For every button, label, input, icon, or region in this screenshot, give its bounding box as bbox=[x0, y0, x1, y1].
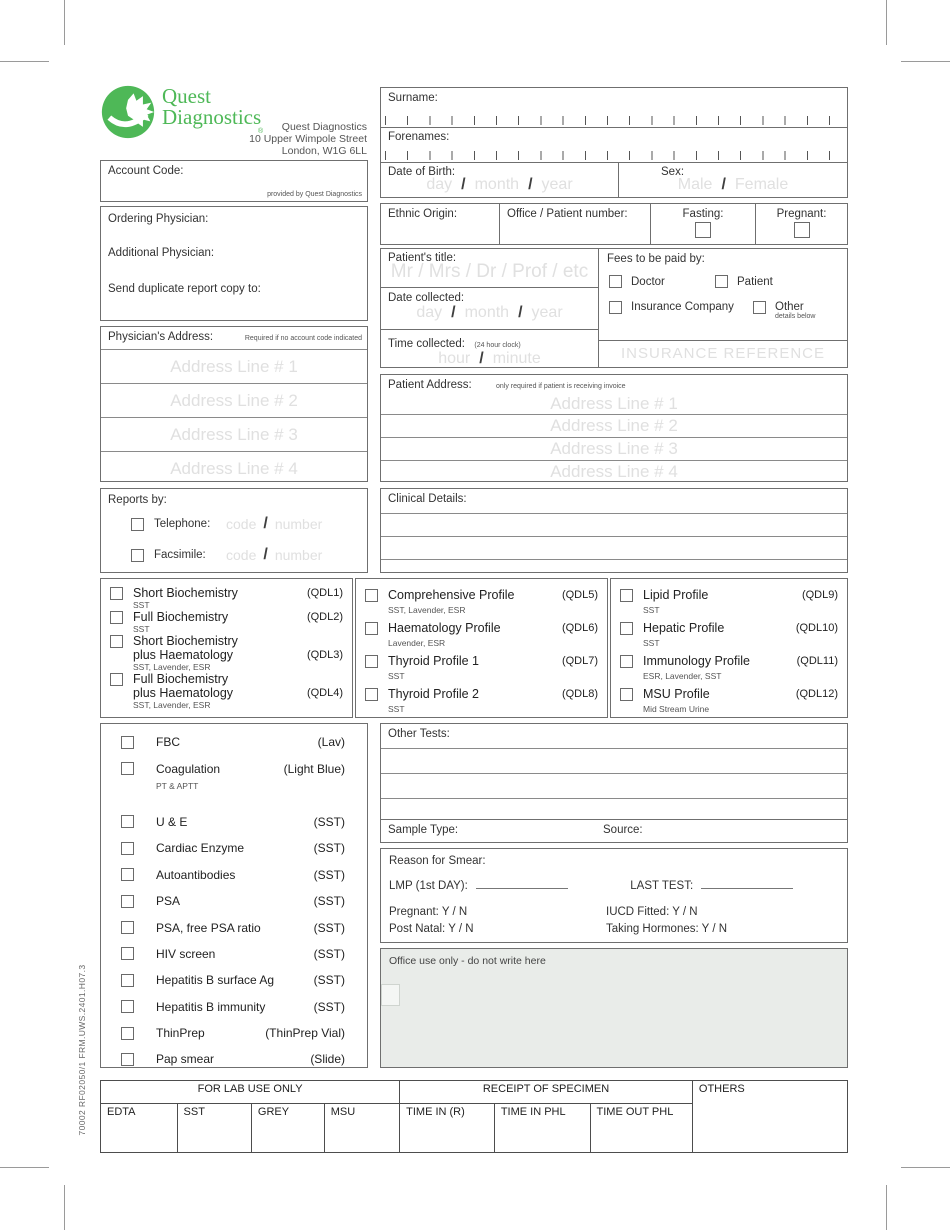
panel-item-qdl7 bbox=[365, 654, 598, 668]
qdl8-name: Thyroid Profile 2 bbox=[388, 687, 480, 701]
test-row-cardiac-enzyme bbox=[121, 835, 345, 861]
office-use-box bbox=[380, 948, 848, 1068]
qdl6-name: Haematology Profile bbox=[388, 621, 501, 635]
sex-label: Sex: bbox=[661, 166, 685, 178]
qdl10-tubes: SST bbox=[643, 638, 660, 648]
autoantibodies-checkbox[interactable] bbox=[121, 868, 134, 881]
fees-doctor-label: Doctor bbox=[631, 275, 665, 288]
facsimile-code-placeholder: code bbox=[226, 547, 257, 563]
qdl7-code: (QDL7) bbox=[561, 655, 598, 667]
physician-address-box bbox=[100, 326, 368, 482]
sample-type-row bbox=[380, 819, 848, 843]
time-collected-label: Time collected: bbox=[388, 338, 465, 350]
address-line-placeholder: Address Line # 4 bbox=[170, 459, 298, 478]
test-row-hepb-immunity bbox=[121, 994, 345, 1020]
account-code-box[interactable] bbox=[100, 160, 368, 202]
dob-label: Date of Birth: bbox=[388, 166, 456, 178]
coagulation-subtests: PT & APTT bbox=[156, 780, 199, 791]
logo-line2: Diagnostics bbox=[162, 105, 262, 129]
crop-mark bbox=[0, 61, 49, 62]
profiles-panel-2 bbox=[355, 578, 608, 718]
psa-ratio-checkbox[interactable] bbox=[121, 921, 134, 934]
time-collected-note: (24 hour clock) bbox=[474, 342, 521, 349]
forenames-label: Forenames: bbox=[388, 131, 450, 143]
qdl6-code: (QDL6) bbox=[561, 622, 598, 634]
other-tests-box bbox=[380, 723, 848, 820]
slash-separator: / bbox=[721, 176, 726, 193]
sex-male-placeholder: Male bbox=[677, 176, 713, 193]
account-code-note: provided by Quest Diagnostics bbox=[267, 191, 362, 198]
patient-address-line-1[interactable] bbox=[381, 375, 847, 414]
time-out-phl-cell[interactable]: TIME OUT PHL bbox=[590, 1104, 692, 1153]
thinprep-checkbox[interactable] bbox=[121, 1027, 134, 1040]
fees-patient-checkbox[interactable] bbox=[715, 275, 728, 288]
time-collected-hour-placeholder: hour bbox=[438, 350, 471, 367]
fbc-tube: (Lav) bbox=[317, 735, 345, 750]
pap-smear-label: Pap smear bbox=[156, 1052, 215, 1067]
panel-item-qdl1 bbox=[110, 586, 343, 600]
qdl12-code: (QDL12) bbox=[795, 688, 838, 700]
crop-mark bbox=[886, 1185, 887, 1230]
qdl9-tubes: SST bbox=[643, 605, 660, 615]
lab-address-line1: Quest Diagnostics bbox=[281, 121, 367, 133]
qdl2-code: (QDL2) bbox=[306, 611, 343, 623]
qdl7-name: Thyroid Profile 1 bbox=[388, 654, 480, 668]
address-line-placeholder: Address Line # 1 bbox=[170, 357, 298, 376]
clinical-details-label: Clinical Details: bbox=[388, 493, 467, 505]
duplicate-report-label: Send duplicate report copy to: bbox=[108, 283, 261, 295]
fees-label: Fees to be paid by: bbox=[607, 253, 705, 265]
pregnant-field bbox=[756, 204, 847, 244]
qdl10-checkbox[interactable] bbox=[620, 622, 633, 635]
qdl4-tubes: SST, Lavender, ESR bbox=[133, 700, 211, 710]
qdl6-checkbox[interactable] bbox=[365, 622, 378, 635]
qdl4-checkbox[interactable] bbox=[110, 673, 123, 686]
panel-item-qdl4 bbox=[110, 672, 343, 686]
autoantibodies-label: Autoantibodies bbox=[156, 867, 236, 882]
patient-title-label: Patient's title: bbox=[388, 252, 457, 264]
hepb-ag-tube: (SST) bbox=[313, 973, 345, 988]
office-use-label: Office use only - do not write here bbox=[389, 955, 546, 967]
qdl6-tubes: Lavender, ESR bbox=[388, 638, 446, 648]
additional-physician-label: Additional Physician: bbox=[108, 247, 215, 259]
post-natal-label[interactable]: Post Natal: Y / N bbox=[389, 923, 474, 935]
qdl1-checkbox[interactable] bbox=[110, 587, 123, 600]
grey-cell[interactable]: GREY bbox=[251, 1104, 324, 1153]
time-collected-minute-placeholder: minute bbox=[492, 350, 541, 367]
fees-other-note: details below bbox=[775, 313, 816, 320]
surname-field[interactable] bbox=[380, 87, 848, 128]
fbc-label: FBC bbox=[156, 735, 180, 750]
qdl4-code: (QDL4) bbox=[306, 687, 343, 699]
coagulation-checkbox[interactable] bbox=[121, 762, 134, 775]
slash-separator: / bbox=[479, 350, 484, 367]
panel-item-qdl8 bbox=[365, 687, 598, 701]
hormones-label[interactable]: Taking Hormones: Y / N bbox=[606, 923, 728, 935]
qdl8-tubes: SST bbox=[388, 704, 405, 714]
date-collected-field[interactable] bbox=[380, 287, 599, 330]
psa-label: PSA bbox=[156, 894, 181, 909]
address-line-placeholder: Address Line # 2 bbox=[170, 391, 298, 410]
lmp-input-line[interactable] bbox=[476, 877, 568, 889]
dob-field[interactable] bbox=[381, 163, 619, 197]
ue-label: U & E bbox=[156, 814, 188, 829]
for-lab-use-only-header: FOR LAB USE ONLY bbox=[101, 1081, 400, 1104]
facsimile-checkbox[interactable] bbox=[131, 549, 144, 562]
crop-mark bbox=[886, 0, 887, 45]
dob-day-placeholder: day bbox=[426, 176, 453, 193]
qdl4-name: Full Biochemistry bbox=[133, 672, 229, 686]
logo-line1: Quest bbox=[162, 84, 211, 108]
fees-other-label: Other bbox=[775, 301, 804, 313]
reason-for-smear-box bbox=[380, 848, 848, 943]
autoantibodies-tube: (SST) bbox=[313, 867, 345, 882]
fees-box bbox=[598, 248, 848, 341]
reports-by-box bbox=[100, 488, 368, 573]
qdl5-code: (QDL5) bbox=[561, 589, 598, 601]
panel-item-qdl9 bbox=[620, 588, 838, 602]
date-collected-label: Date collected: bbox=[388, 292, 465, 304]
form-code-vertical bbox=[64, 938, 100, 1162]
fbc-checkbox[interactable] bbox=[121, 736, 134, 749]
crop-mark bbox=[64, 1185, 65, 1230]
qdl10-code: (QDL10) bbox=[795, 622, 838, 634]
surname-character-ticks[interactable] bbox=[385, 116, 843, 125]
slash-separator: / bbox=[451, 304, 456, 321]
sex-field[interactable] bbox=[619, 163, 847, 197]
lab-address-line3: London, W1G 6LL bbox=[281, 145, 367, 157]
qdl3-tubes: SST, Lavender, ESR bbox=[133, 662, 211, 672]
qdl3-name2: plus Haematology bbox=[133, 648, 234, 662]
ue-checkbox[interactable] bbox=[121, 815, 134, 828]
receipt-of-specimen-header: RECEIPT OF SPECIMEN bbox=[400, 1081, 693, 1104]
clinical-details-line[interactable] bbox=[381, 536, 847, 559]
test-row-pap-smear bbox=[121, 1046, 345, 1072]
test-row-psa bbox=[121, 888, 345, 914]
other-tests-line[interactable] bbox=[381, 748, 847, 773]
patient-title-field[interactable] bbox=[380, 248, 599, 288]
time-in-r-cell[interactable]: TIME IN (R) bbox=[400, 1104, 495, 1153]
qdl12-checkbox[interactable] bbox=[620, 688, 633, 701]
facsimile-label: Facsimile: bbox=[154, 549, 206, 561]
qdl7-tubes: SST bbox=[388, 671, 405, 681]
psa-checkbox[interactable] bbox=[121, 895, 134, 908]
fasting-label: Fasting: bbox=[682, 208, 724, 220]
clinical-details-line[interactable] bbox=[381, 513, 847, 536]
iucd-label[interactable]: IUCD Fitted: Y / N bbox=[606, 906, 698, 918]
hiv-label: HIV screen bbox=[156, 946, 216, 961]
psa-tube: (SST) bbox=[313, 894, 345, 909]
patient-address-line-3[interactable] bbox=[381, 437, 847, 460]
reason-for-smear-label: Reason for Smear: bbox=[389, 855, 486, 867]
reports-by-label: Reports by: bbox=[108, 494, 167, 506]
hiv-checkbox[interactable] bbox=[121, 947, 134, 960]
slash-separator: / bbox=[461, 176, 466, 193]
test-row-autoantibodies bbox=[121, 862, 345, 888]
qdl3-checkbox[interactable] bbox=[110, 635, 123, 648]
date-collected-day-placeholder: day bbox=[416, 304, 443, 321]
address-line-placeholder: Address Line # 2 bbox=[550, 416, 678, 435]
qdl1-name: Short Biochemistry bbox=[133, 586, 238, 600]
qdl11-code: (QDL11) bbox=[796, 655, 838, 667]
office-use-tab bbox=[381, 984, 400, 1006]
individual-tests-box bbox=[100, 723, 368, 1068]
patient-address-box bbox=[380, 374, 848, 482]
fasting-field bbox=[651, 204, 756, 244]
hiv-tube: (SST) bbox=[313, 946, 345, 961]
slash-separator: / bbox=[518, 304, 523, 321]
qdl2-checkbox[interactable] bbox=[110, 611, 123, 624]
test-row-psa-ratio bbox=[121, 914, 345, 940]
test-row-hiv bbox=[121, 941, 345, 967]
panel-item-qdl2 bbox=[110, 610, 343, 624]
hepb-immunity-tube: (SST) bbox=[313, 999, 345, 1014]
clinical-details-line[interactable] bbox=[381, 559, 847, 576]
ue-tube: (SST) bbox=[313, 814, 345, 829]
fees-other-checkbox[interactable] bbox=[753, 301, 766, 314]
test-row-fbc bbox=[121, 729, 345, 755]
patient-title-placeholder: Mr / Mrs / Dr / Prof / etc bbox=[390, 261, 589, 282]
slash-separator: / bbox=[528, 176, 533, 193]
sst-cell[interactable]: SST bbox=[177, 1104, 251, 1153]
address-line-placeholder: Address Line # 4 bbox=[550, 462, 678, 481]
physician-address-line-2[interactable] bbox=[101, 383, 367, 417]
date-collected-year-placeholder: year bbox=[531, 304, 563, 321]
address-line-placeholder: Address Line # 1 bbox=[550, 394, 678, 413]
coagulation-tube: (Light Blue) bbox=[283, 761, 345, 776]
test-row-ue bbox=[121, 809, 345, 835]
sex-female-placeholder: Female bbox=[734, 176, 789, 193]
edta-cell[interactable]: EDTA bbox=[101, 1104, 178, 1153]
qdl9-checkbox[interactable] bbox=[620, 589, 633, 602]
clinical-details-box bbox=[380, 488, 848, 573]
physician-address-label: Physician's Address: bbox=[108, 331, 214, 343]
telephone-label: Telephone: bbox=[154, 518, 211, 530]
qdl3-name: Short Biochemistry bbox=[133, 634, 238, 648]
pregnant-checkbox[interactable] bbox=[794, 222, 810, 238]
crop-mark bbox=[0, 1167, 49, 1168]
fees-insurance-checkbox[interactable] bbox=[609, 301, 622, 314]
facsimile-number-placeholder: number bbox=[274, 547, 323, 563]
registered-mark: ® bbox=[258, 128, 264, 135]
dob-sex-row bbox=[380, 162, 848, 198]
fees-doctor-checkbox[interactable] bbox=[609, 275, 622, 288]
lab-use-table bbox=[100, 1080, 848, 1153]
test-row-coagulation bbox=[121, 755, 345, 781]
test-row-thinprep bbox=[121, 1020, 345, 1046]
coagulation-label: Coagulation bbox=[156, 761, 221, 776]
pap-smear-checkbox[interactable] bbox=[121, 1053, 134, 1066]
psa-ratio-tube: (SST) bbox=[313, 920, 345, 935]
sample-type-label: Sample Type: bbox=[388, 824, 459, 836]
patient-address-line-4[interactable] bbox=[381, 460, 847, 483]
address-line-placeholder: Address Line # 3 bbox=[550, 439, 678, 458]
surname-label: Surname: bbox=[388, 92, 438, 104]
panel-item-qdl11 bbox=[620, 654, 838, 668]
qdl2-name: Full Biochemistry bbox=[133, 610, 229, 624]
qdl1-tubes: SST bbox=[133, 600, 150, 610]
cardiac-enzyme-label: Cardiac Enzyme bbox=[156, 841, 245, 856]
patient-address-line-2[interactable] bbox=[381, 414, 847, 437]
telephone-number-placeholder: number bbox=[274, 516, 323, 532]
qdl1-code: (QDL1) bbox=[306, 587, 343, 599]
hepb-ag-label: Hepatitis B surface Ag bbox=[156, 973, 275, 988]
test-row-hepb-ag bbox=[121, 967, 345, 993]
hepb-immunity-checkbox[interactable] bbox=[121, 1000, 134, 1013]
crop-mark bbox=[901, 1167, 950, 1168]
other-tests-line[interactable] bbox=[381, 773, 847, 798]
qdl11-tubes: ESR, Lavender, SST bbox=[643, 671, 722, 681]
ethnic-row bbox=[380, 203, 848, 245]
hepb-ag-checkbox[interactable] bbox=[121, 974, 134, 987]
office-patient-number-field[interactable] bbox=[500, 204, 651, 244]
dob-year-placeholder: year bbox=[541, 176, 573, 193]
physician-address-line-4[interactable] bbox=[101, 451, 367, 485]
smear-pregnant-label[interactable]: Pregnant: Y / N bbox=[389, 906, 468, 918]
qdl7-checkbox[interactable] bbox=[365, 655, 378, 668]
qdl5-name: Comprehensive Profile bbox=[388, 588, 515, 602]
msu-cell[interactable]: MSU bbox=[324, 1104, 399, 1153]
qdl9-code: (QDL9) bbox=[801, 589, 838, 601]
crop-mark bbox=[901, 61, 950, 62]
forenames-field[interactable] bbox=[380, 127, 848, 163]
ethnic-origin-field[interactable] bbox=[381, 204, 500, 244]
others-cell[interactable]: OTHERS bbox=[692, 1081, 847, 1153]
date-collected-month-placeholder: month bbox=[464, 304, 510, 321]
psa-ratio-label: PSA, free PSA ratio bbox=[156, 920, 261, 935]
physician-address-note: Required if no account code indicated bbox=[244, 335, 362, 342]
cardiac-enzyme-checkbox[interactable] bbox=[121, 842, 134, 855]
panel-item-qdl12 bbox=[620, 687, 838, 701]
tests-spacer bbox=[121, 792, 345, 809]
qdl11-checkbox[interactable] bbox=[620, 655, 633, 668]
hepb-immunity-label: Hepatitis B immunity bbox=[156, 999, 266, 1014]
address-line-placeholder: Address Line # 3 bbox=[170, 425, 298, 444]
panel-item-qdl3-line2 bbox=[133, 648, 343, 662]
form-code-text: 70002 RF02050/1 FRM.UWS.2401.H07.3 bbox=[77, 964, 87, 1136]
forenames-character-ticks[interactable] bbox=[385, 151, 843, 160]
qdl12-tubes: Mid Stream Urine bbox=[643, 704, 710, 714]
office-patient-number-label: Office / Patient number: bbox=[507, 208, 628, 220]
qdl2-tubes: SST bbox=[133, 624, 150, 634]
slash-separator: / bbox=[263, 546, 268, 563]
other-tests-label: Other Tests: bbox=[388, 728, 450, 740]
lmp-label: LMP (1st DAY): bbox=[389, 880, 468, 892]
insurance-reference-field[interactable] bbox=[598, 340, 848, 368]
patient-address-note: only required if patient is receiving invoice bbox=[496, 383, 626, 390]
time-in-phl-cell[interactable]: TIME IN PHL bbox=[494, 1104, 590, 1153]
physician-address-line-3[interactable] bbox=[101, 417, 367, 451]
pap-smear-tube: (Slide) bbox=[310, 1052, 345, 1067]
thinprep-tube: (ThinPrep Vial) bbox=[265, 1026, 345, 1041]
ordering-physician-box[interactable] bbox=[100, 206, 368, 321]
account-code-label: Account Code: bbox=[108, 165, 184, 177]
qdl3-code: (QDL3) bbox=[306, 649, 343, 661]
time-collected-field[interactable] bbox=[380, 329, 599, 368]
telephone-checkbox[interactable] bbox=[131, 518, 144, 531]
qdl8-code: (QDL8) bbox=[561, 688, 598, 700]
fees-insurance-label: Insurance Company bbox=[631, 301, 734, 313]
ordering-physician-label: Ordering Physician: bbox=[108, 213, 209, 225]
telephone-code-placeholder: code bbox=[226, 516, 257, 532]
qdl8-checkbox[interactable] bbox=[365, 688, 378, 701]
qdl10-name: Hepatic Profile bbox=[643, 621, 725, 635]
insurance-reference-placeholder: INSURANCE REFERENCE bbox=[620, 345, 826, 362]
slash-separator: / bbox=[263, 515, 268, 532]
ethnic-origin-label: Ethnic Origin: bbox=[388, 208, 458, 220]
lab-address-line2: 10 Upper Wimpole Street bbox=[249, 133, 367, 145]
panel-item-qdl4-line2 bbox=[133, 686, 343, 700]
panel-item-qdl3 bbox=[110, 634, 343, 648]
fasting-checkbox[interactable] bbox=[695, 222, 711, 238]
thinprep-label: ThinPrep bbox=[156, 1026, 205, 1041]
qdl5-tubes: SST, Lavender, ESR bbox=[388, 605, 466, 615]
fees-patient-label: Patient bbox=[737, 275, 773, 288]
qdl5-checkbox[interactable] bbox=[365, 589, 378, 602]
pregnant-label: Pregnant: bbox=[776, 208, 827, 220]
physician-address-line-1[interactable] bbox=[101, 349, 367, 383]
lab-address bbox=[200, 121, 367, 157]
dob-month-placeholder: month bbox=[474, 176, 520, 193]
panel-item-qdl6 bbox=[365, 621, 598, 635]
crop-mark bbox=[64, 0, 65, 45]
profiles-panel-3 bbox=[610, 578, 848, 718]
qdl4-name2: plus Haematology bbox=[133, 686, 234, 700]
profiles-panel-1 bbox=[100, 578, 353, 718]
last-test-label: LAST TEST: bbox=[630, 880, 694, 892]
qdl11-name: Immunology Profile bbox=[643, 654, 750, 668]
source-label: Source: bbox=[603, 824, 643, 836]
panel-item-qdl5 bbox=[365, 588, 598, 602]
last-test-input-line[interactable] bbox=[701, 877, 793, 889]
quest-logo-icon bbox=[100, 84, 156, 140]
qdl9-name: Lipid Profile bbox=[643, 588, 709, 602]
patient-address-label: Patient Address: bbox=[388, 379, 472, 391]
cardiac-enzyme-tube: (SST) bbox=[313, 841, 345, 856]
panel-item-qdl10 bbox=[620, 621, 838, 635]
qdl12-name: MSU Profile bbox=[643, 687, 710, 701]
